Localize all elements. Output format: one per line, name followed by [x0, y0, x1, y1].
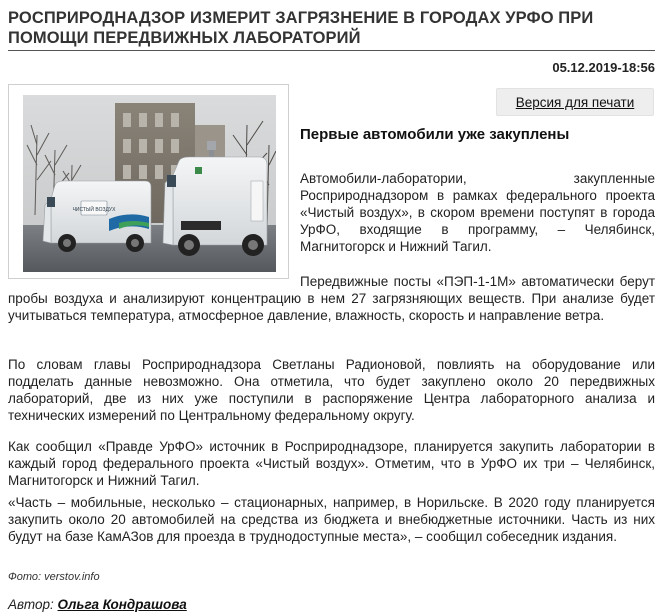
article-photo [8, 84, 289, 279]
article-date: 05.12.2019-18:56 [552, 60, 655, 75]
title-divider [8, 50, 655, 51]
van-left [43, 181, 151, 252]
paragraph-2: Передвижные посты «ПЭП-1-1М» автоматически берут пробы воздуха и анализируют концентрацию в нем 27 загрязняющих веществ. При анализе будет учитываться температура, атмосферное давление, влажность, скорость и направление ветра. [8, 274, 655, 323]
paragraph-4: Как сообщил «Правде УрФО» источник в Росприроднадзоре, планируется закупить лаборатории в каждый город федерального проекта «Чистый воздух». Отметим, что в УрФО их три – Челябинск, Магнитогорск и Нижний Тагил. [8, 439, 655, 488]
print-version-button[interactable]: Версия для печати [496, 88, 654, 116]
article-title: РОСПРИРОДНАДЗОР ИЗМЕРИТ ЗАГРЯЗНЕНИЕ В ГОРОДАХ УРФО ПРИ ПОМОЩИ ПЕРЕДВИЖНЫХ ЛАБОРАТОРИЙ [8, 9, 594, 47]
article-subtitle: Первые автомобили уже закуплены [300, 126, 570, 143]
author-prefix: Автор: [8, 597, 54, 612]
author-line [8, 597, 187, 612]
author-link[interactable]: Ольга Кондрашова [57, 597, 187, 612]
paragraph-3: По словам главы Росприроднадзора Светланы Радионовой, повлиять на оборудование или подделать данные невозможно. Она отметила, что будет закуплено около 20 передвижных лабораторий, две из них уже поступили в распоряжение Центра лабораторного анализа и технических измерений по Центральному федеральному округу. [8, 357, 655, 423]
paragraph-5: «Часть – мобильные, несколько – стационарных, например, в Норильске. В 2020 году планируется закупить около 20 автомобилей на средства из бюджета и внебюджетные источники. Часть из них будут на базе КамАЗов для проезда в труднодоступные места», – сообщил собеседник издания. [8, 495, 655, 544]
paragraph-1: Автомобили-лаборатории, закупленные Росприроднадзором в рамках федерального проекта «Чистый воздух», в скором времени поступят в города УрФО, входящие в программу, – Челябинск, Магнитогорск и Нижний Тагил. [300, 171, 655, 254]
van-left-text: ЧИСТЫЙ ВОЗДУХ [72, 207, 116, 213]
vans-photo [23, 95, 276, 272]
photo-credit: Фото: verstov.info [8, 571, 100, 583]
